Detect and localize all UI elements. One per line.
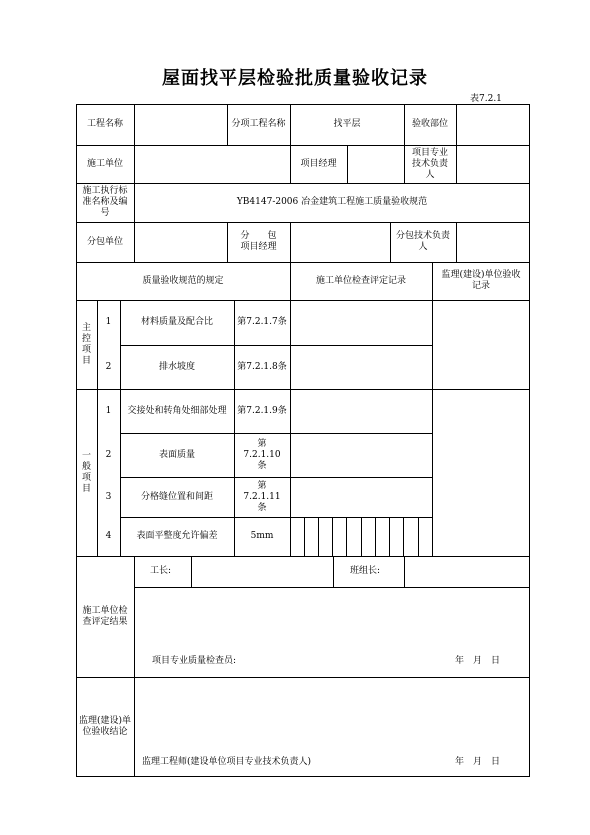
general-item-1-name: 交接处和转角处细部处理 — [127, 405, 227, 416]
sub-manager-label-line2: 项目经理 — [240, 242, 277, 252]
construction-date-label: 年 月 日 — [455, 656, 501, 666]
construction-check-label: 施工单位检查评定结果 — [82, 605, 128, 627]
general-item-2-name: 表面质量 — [158, 449, 195, 460]
team-leader-field[interactable] — [404, 556, 530, 587]
sub-manager-label — [227, 222, 290, 262]
general-item-2-clause: 第7.2.1.10条 — [243, 438, 281, 471]
general-item-3-check-cell[interactable] — [290, 477, 432, 517]
general-item-3-no: 3 — [105, 491, 112, 502]
main-item-2-check-cell[interactable] — [290, 345, 432, 389]
supervision-label: 监理(建设)单位验收结论 — [78, 715, 132, 737]
sub-project-label: 分项工程名称 — [231, 119, 286, 129]
general-supervisor-cell[interactable] — [432, 389, 530, 556]
tech-lead-label: 项目专业技术负责人 — [411, 147, 448, 180]
form-code: 表7.2.1 — [470, 94, 502, 104]
acceptance-part-field[interactable] — [456, 104, 530, 145]
supervision-date-label: 年 月 日 — [455, 757, 501, 767]
general-item-1-check-cell[interactable] — [290, 389, 432, 433]
main-item-2-name: 排水坡度 — [158, 361, 195, 372]
main-item-1-name: 材料质量及配合比 — [140, 317, 213, 327]
acceptance-part-label: 验收部位 — [411, 119, 448, 129]
main-item-1-clause: 第7.2.1.7条 — [237, 317, 287, 327]
foreman-field[interactable] — [191, 556, 333, 587]
general-group-label: 一般项目 — [81, 450, 91, 494]
standard-label: 施工执行标准名称及编号 — [82, 186, 128, 218]
team-leader-label: 班组长: — [350, 566, 381, 576]
main-item-1-check-cell[interactable] — [290, 300, 432, 345]
sub-project-field[interactable]: 找平层 — [333, 119, 361, 129]
sub-manager-field[interactable] — [290, 222, 390, 262]
general-item-4-no: 4 — [105, 531, 112, 541]
general-item-1-no: 1 — [105, 405, 112, 416]
project-manager-label: 项目经理 — [300, 158, 337, 169]
form-title: 屋面找平层检验批质量验收记录 — [162, 68, 428, 89]
project-name-field[interactable] — [134, 104, 227, 145]
main-item-2-clause: 第7.2.1.8条 — [237, 361, 287, 372]
supervisor-record-header: 监理(建设)单位验收记录 — [441, 270, 521, 291]
sub-tech-lead-label: 分包技术负责人 — [395, 231, 450, 252]
sub-manager-label-line1: 分 包 — [240, 231, 277, 241]
project-name-label: 工程名称 — [86, 119, 123, 129]
construction-unit-label: 施工单位 — [86, 158, 123, 169]
general-item-1-clause: 第7.2.1.9条 — [237, 405, 287, 416]
general-item-4-name: 表面平整度允许偏差 — [136, 531, 218, 541]
standard-value[interactable]: YB4147-2006 冶金建筑工程施工质量验收规范 — [236, 197, 428, 207]
main-control-group-label: 主控项目 — [81, 322, 91, 366]
general-item-4-tolerance: 5mm — [250, 531, 274, 541]
general-item-2-check-cell[interactable] — [290, 433, 432, 477]
construction-unit-field[interactable] — [134, 145, 290, 183]
sub-tech-lead-field[interactable] — [456, 222, 530, 262]
general-item-3-clause: 第7.2.1.11条 — [243, 480, 281, 513]
general-item-2-no: 2 — [105, 449, 112, 460]
subcontractor-label: 分包单位 — [86, 236, 123, 247]
foreman-label: 工长: — [150, 566, 172, 576]
project-manager-field[interactable] — [347, 145, 404, 183]
tech-lead-field[interactable] — [456, 145, 530, 183]
check-record-header: 施工单位检查评定记录 — [315, 275, 406, 286]
main-item-1-no: 1 — [105, 317, 112, 327]
subcontractor-field[interactable] — [134, 222, 227, 262]
spec-header: 质量验收规范的规定 — [142, 275, 224, 286]
inspector-label: 项目专业质量检查员: — [152, 656, 237, 666]
supervision-engineer-label: 监理工程师(建设单位项目专业技术负责人) — [142, 757, 312, 767]
general-item-3-name: 分格缝位置和间距 — [140, 491, 213, 502]
main-control-supervisor-cell[interactable] — [432, 300, 530, 389]
main-item-2-no: 2 — [105, 361, 112, 372]
